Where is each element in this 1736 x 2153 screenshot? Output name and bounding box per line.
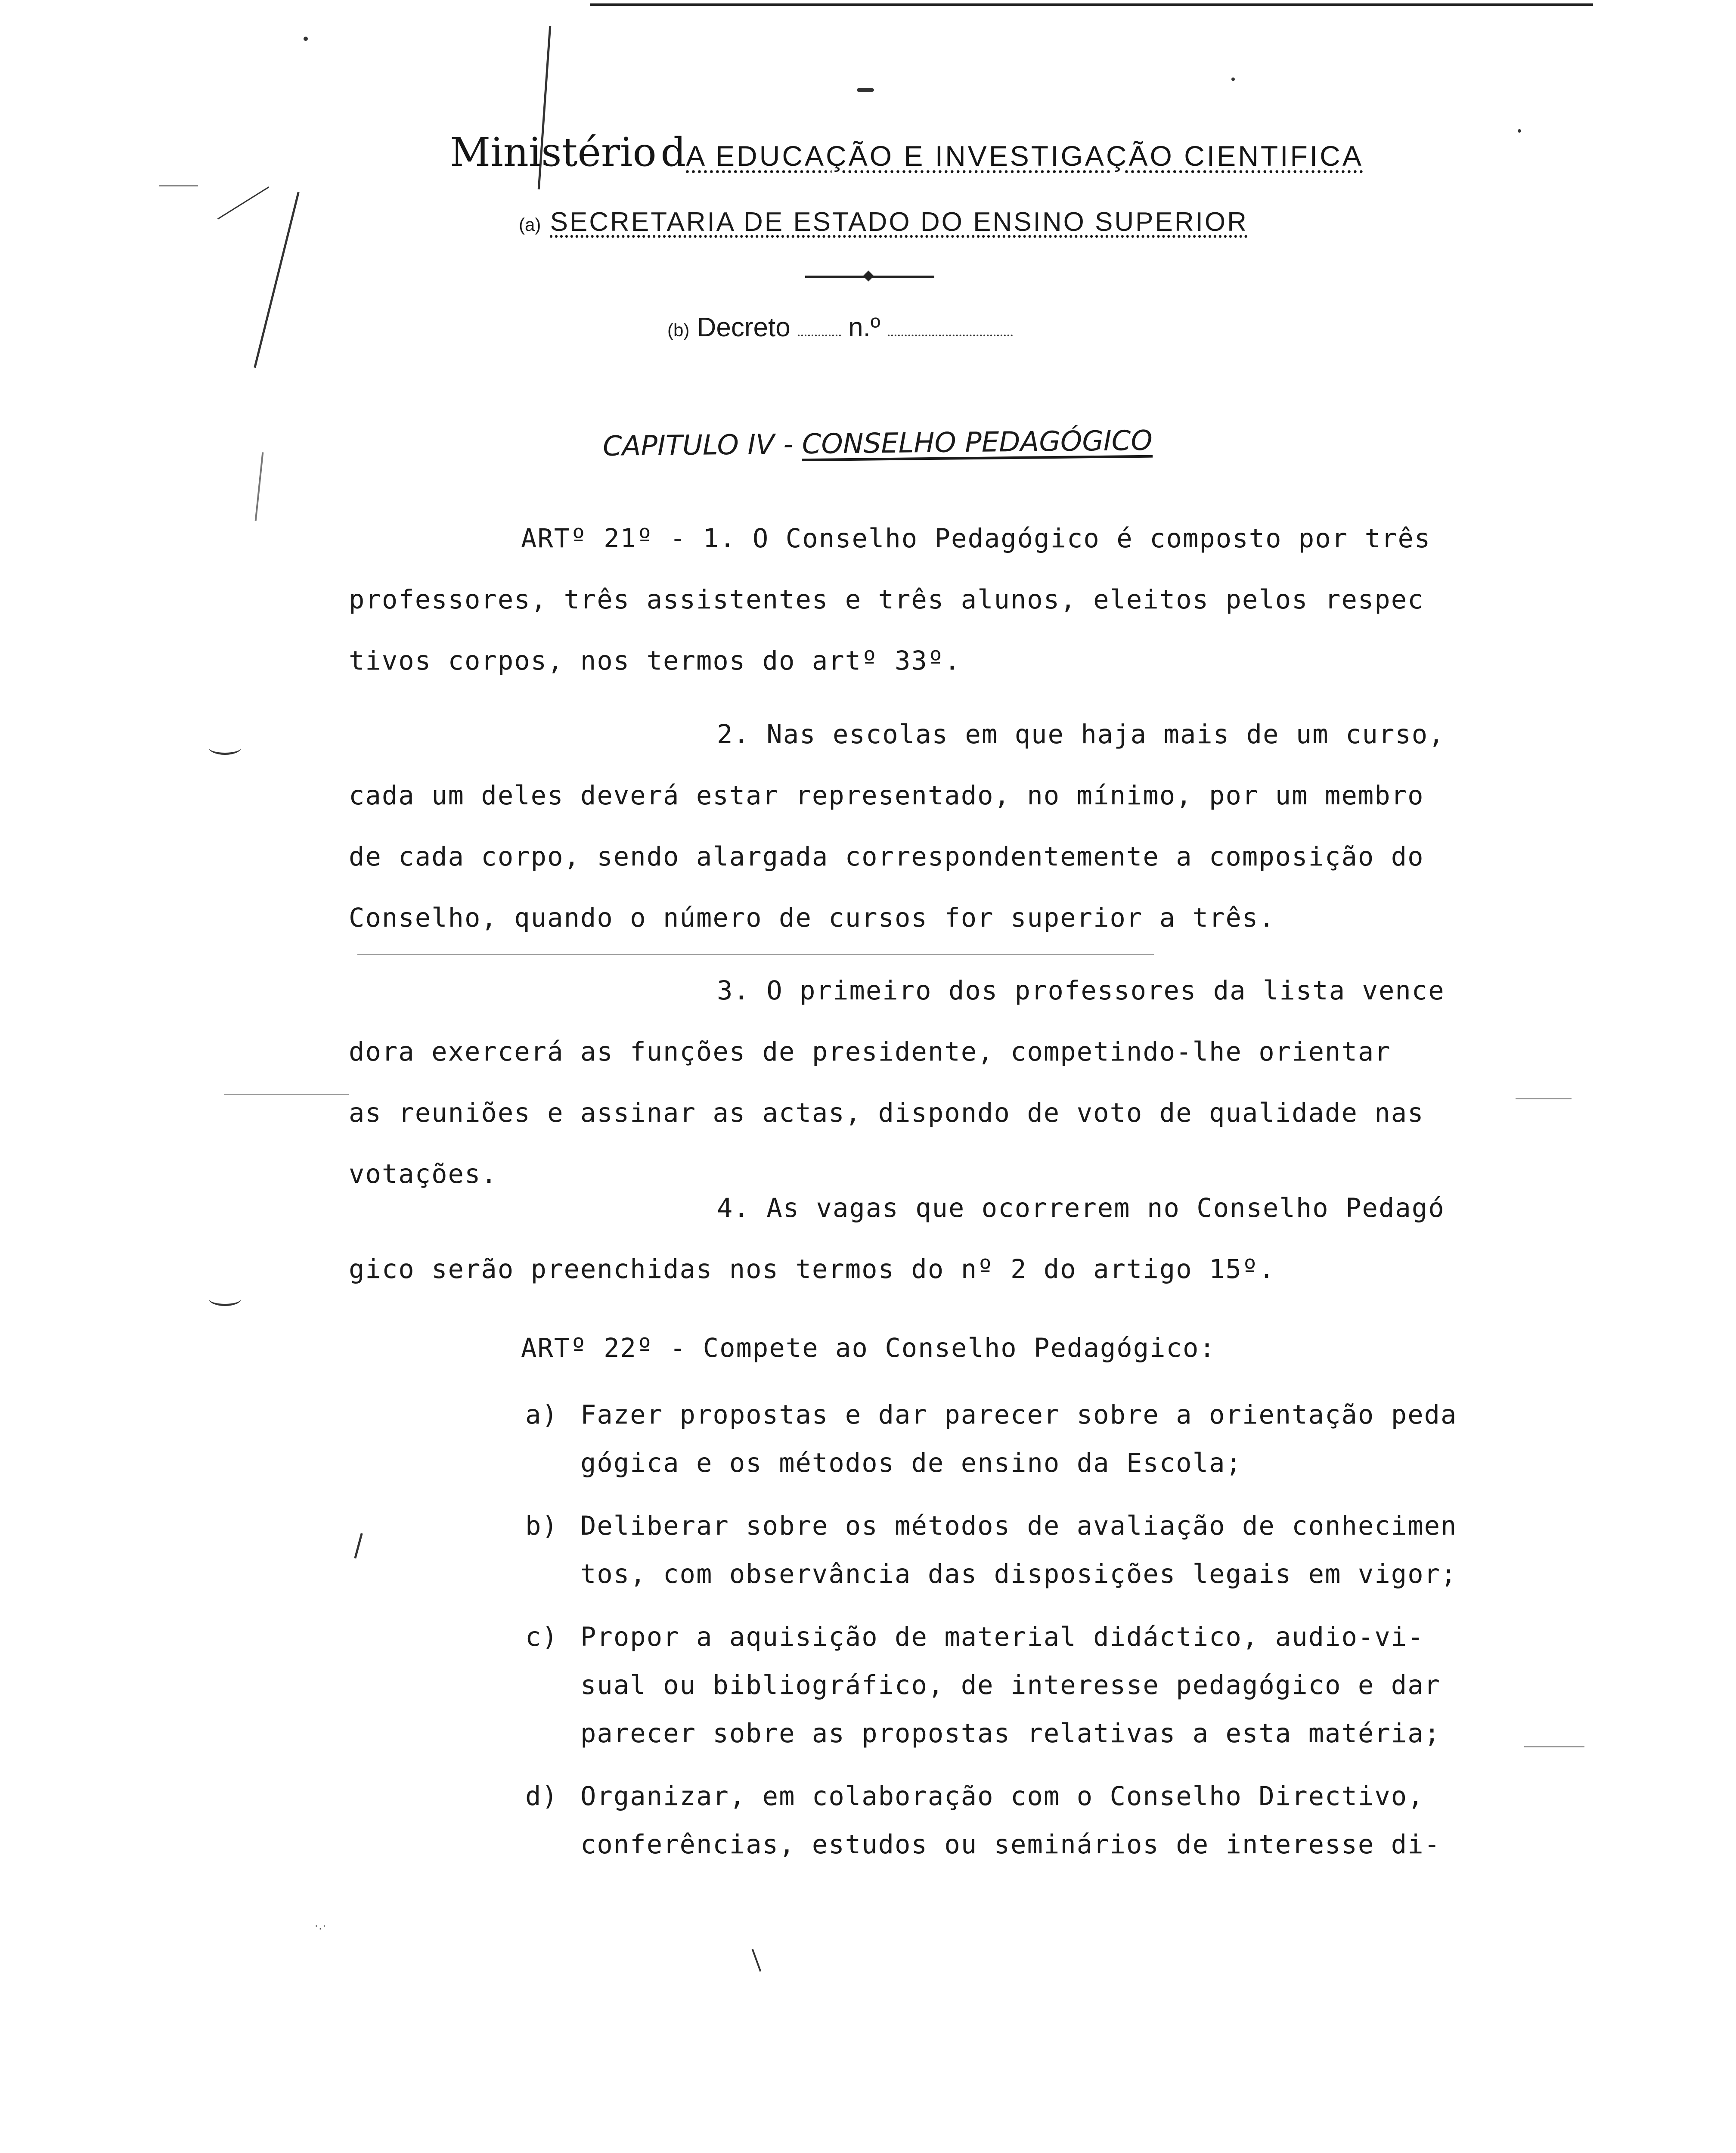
text-line: 3. O primeiro dos professores da lista vence [717,976,1445,1006]
ministry-label: Ministério [450,129,657,175]
scan-speck [1518,129,1521,133]
chapter-name: CONSELHO PEDAGÓGICO [802,425,1153,461]
list-item-letter: b) [525,1511,558,1541]
list-item-letter: a) [525,1400,558,1430]
text-line: sual ou bibliográfico, de interesse pedagógico e dar [580,1670,1441,1700]
scan-margin-line [254,192,299,368]
text-line: ARTº 21º - 1. O Conselho Pedagógico é composto por três [521,524,1431,554]
text-line: de cada corpo, sendo alargada correspondentemente a composição do [349,842,1424,872]
scan-margin-line [357,954,1154,955]
secretariat-marker: (a) [519,214,541,235]
text-line: conferências, estudos ou seminários de interesse di- [580,1830,1441,1860]
list-item-body [580,1391,1537,1487]
decree-marker: (b) [667,320,690,340]
list-item-d [525,1772,1537,1869]
text-line: ARTº 22º - Compete ao Conselho Pedagógico: [521,1333,1216,1363]
scan-speck [304,37,308,41]
text-line: dora exercerá as funções de presidente, competindo-lhe orientar [349,1037,1391,1067]
header-ornament-divider [805,276,934,278]
scan-margin-line [354,1533,363,1558]
ministry-of-label: d [660,129,686,175]
ministry-heading [450,129,1364,175]
text-line: Propor a aquisição de material didáctico, audio-vi- [580,1622,1424,1652]
list-item-body [580,1502,1537,1598]
article-21-paragraph-1 [349,508,1528,692]
article-22-list [525,1391,1537,1883]
text-line: as reuniões e assinar as actas, dispondo de voto de qualidade nas [349,1098,1424,1128]
scan-margin-line [255,452,264,521]
scan-arc [209,1292,241,1306]
list-item-body [580,1613,1537,1758]
text-line: tivos corpos, nos termos do artº 33º. [349,646,961,676]
top-border-line [590,3,1593,6]
decree-blank-1 [798,335,841,336]
text-line: professores, três assistentes e três alunos, eleitos pelos respec [349,585,1424,615]
text-line: votações. [349,1159,498,1189]
article-21-paragraph-3 [349,960,1528,1205]
text-line: Organizar, em colaboração com o Conselho Directivo, [580,1781,1424,1812]
scan-margin-line [159,185,198,186]
text-line: Deliberar sobre os métodos de avaliação de conhecimen [580,1511,1457,1541]
decree-blank-2 [888,335,1013,336]
text-line: Conselho, quando o número de cursos for superior a três. [349,903,1275,933]
text-line: gico serão preenchidas nos termos do nº 2 do artigo 15º. [349,1254,1275,1284]
text-line: 4. As vagas que ocorrerem no Conselho Pedagó [717,1193,1445,1223]
scan-margin-line [217,186,269,220]
article-21-paragraph-4 [349,1178,1528,1300]
scan-margin-line [224,1094,349,1095]
list-item-c [525,1613,1537,1758]
secretariat-heading [519,207,1248,237]
decree-line [667,312,1013,343]
footer-scan-mark: ·.· [314,1918,327,1933]
list-item-body [580,1772,1537,1869]
chapter-number: CAPITULO IV - [602,428,794,462]
department-name: A EDUCAÇÃO E INVESTIGAÇÃO CIENTIFICA [686,140,1364,172]
scan-speck [1231,78,1235,81]
scan-margin-line [752,1949,762,1972]
text-line: tos, com observância das disposições legais em vigor; [580,1559,1457,1589]
scan-arc [209,741,241,755]
decree-label: Decreto [697,313,790,342]
text-line: gógica e os métodos de ensino da Escola; [580,1448,1242,1478]
text-line: 2. Nas escolas em que haja mais de um curso, [717,720,1445,750]
text-line: Fazer propostas e dar parecer sobre a orientação peda [580,1400,1457,1430]
list-item-a [525,1391,1537,1487]
article-22-intro [349,1318,1528,1379]
scan-speck [857,88,874,92]
list-item-b [525,1502,1537,1598]
article-21-paragraph-2 [349,704,1528,949]
text-line: cada um deles deverá estar representado, no mínimo, por um membro [349,781,1424,811]
secretariat-name: SECRETARIA DE ESTADO DO ENSINO SUPERIOR [550,207,1248,237]
list-item-letter: c) [525,1622,558,1652]
text-line: parecer sobre as propostas relativas a esta matéria; [580,1719,1441,1749]
chapter-title [603,425,1153,462]
decree-number-label: n.º [848,313,880,342]
list-item-letter: d) [525,1781,558,1812]
